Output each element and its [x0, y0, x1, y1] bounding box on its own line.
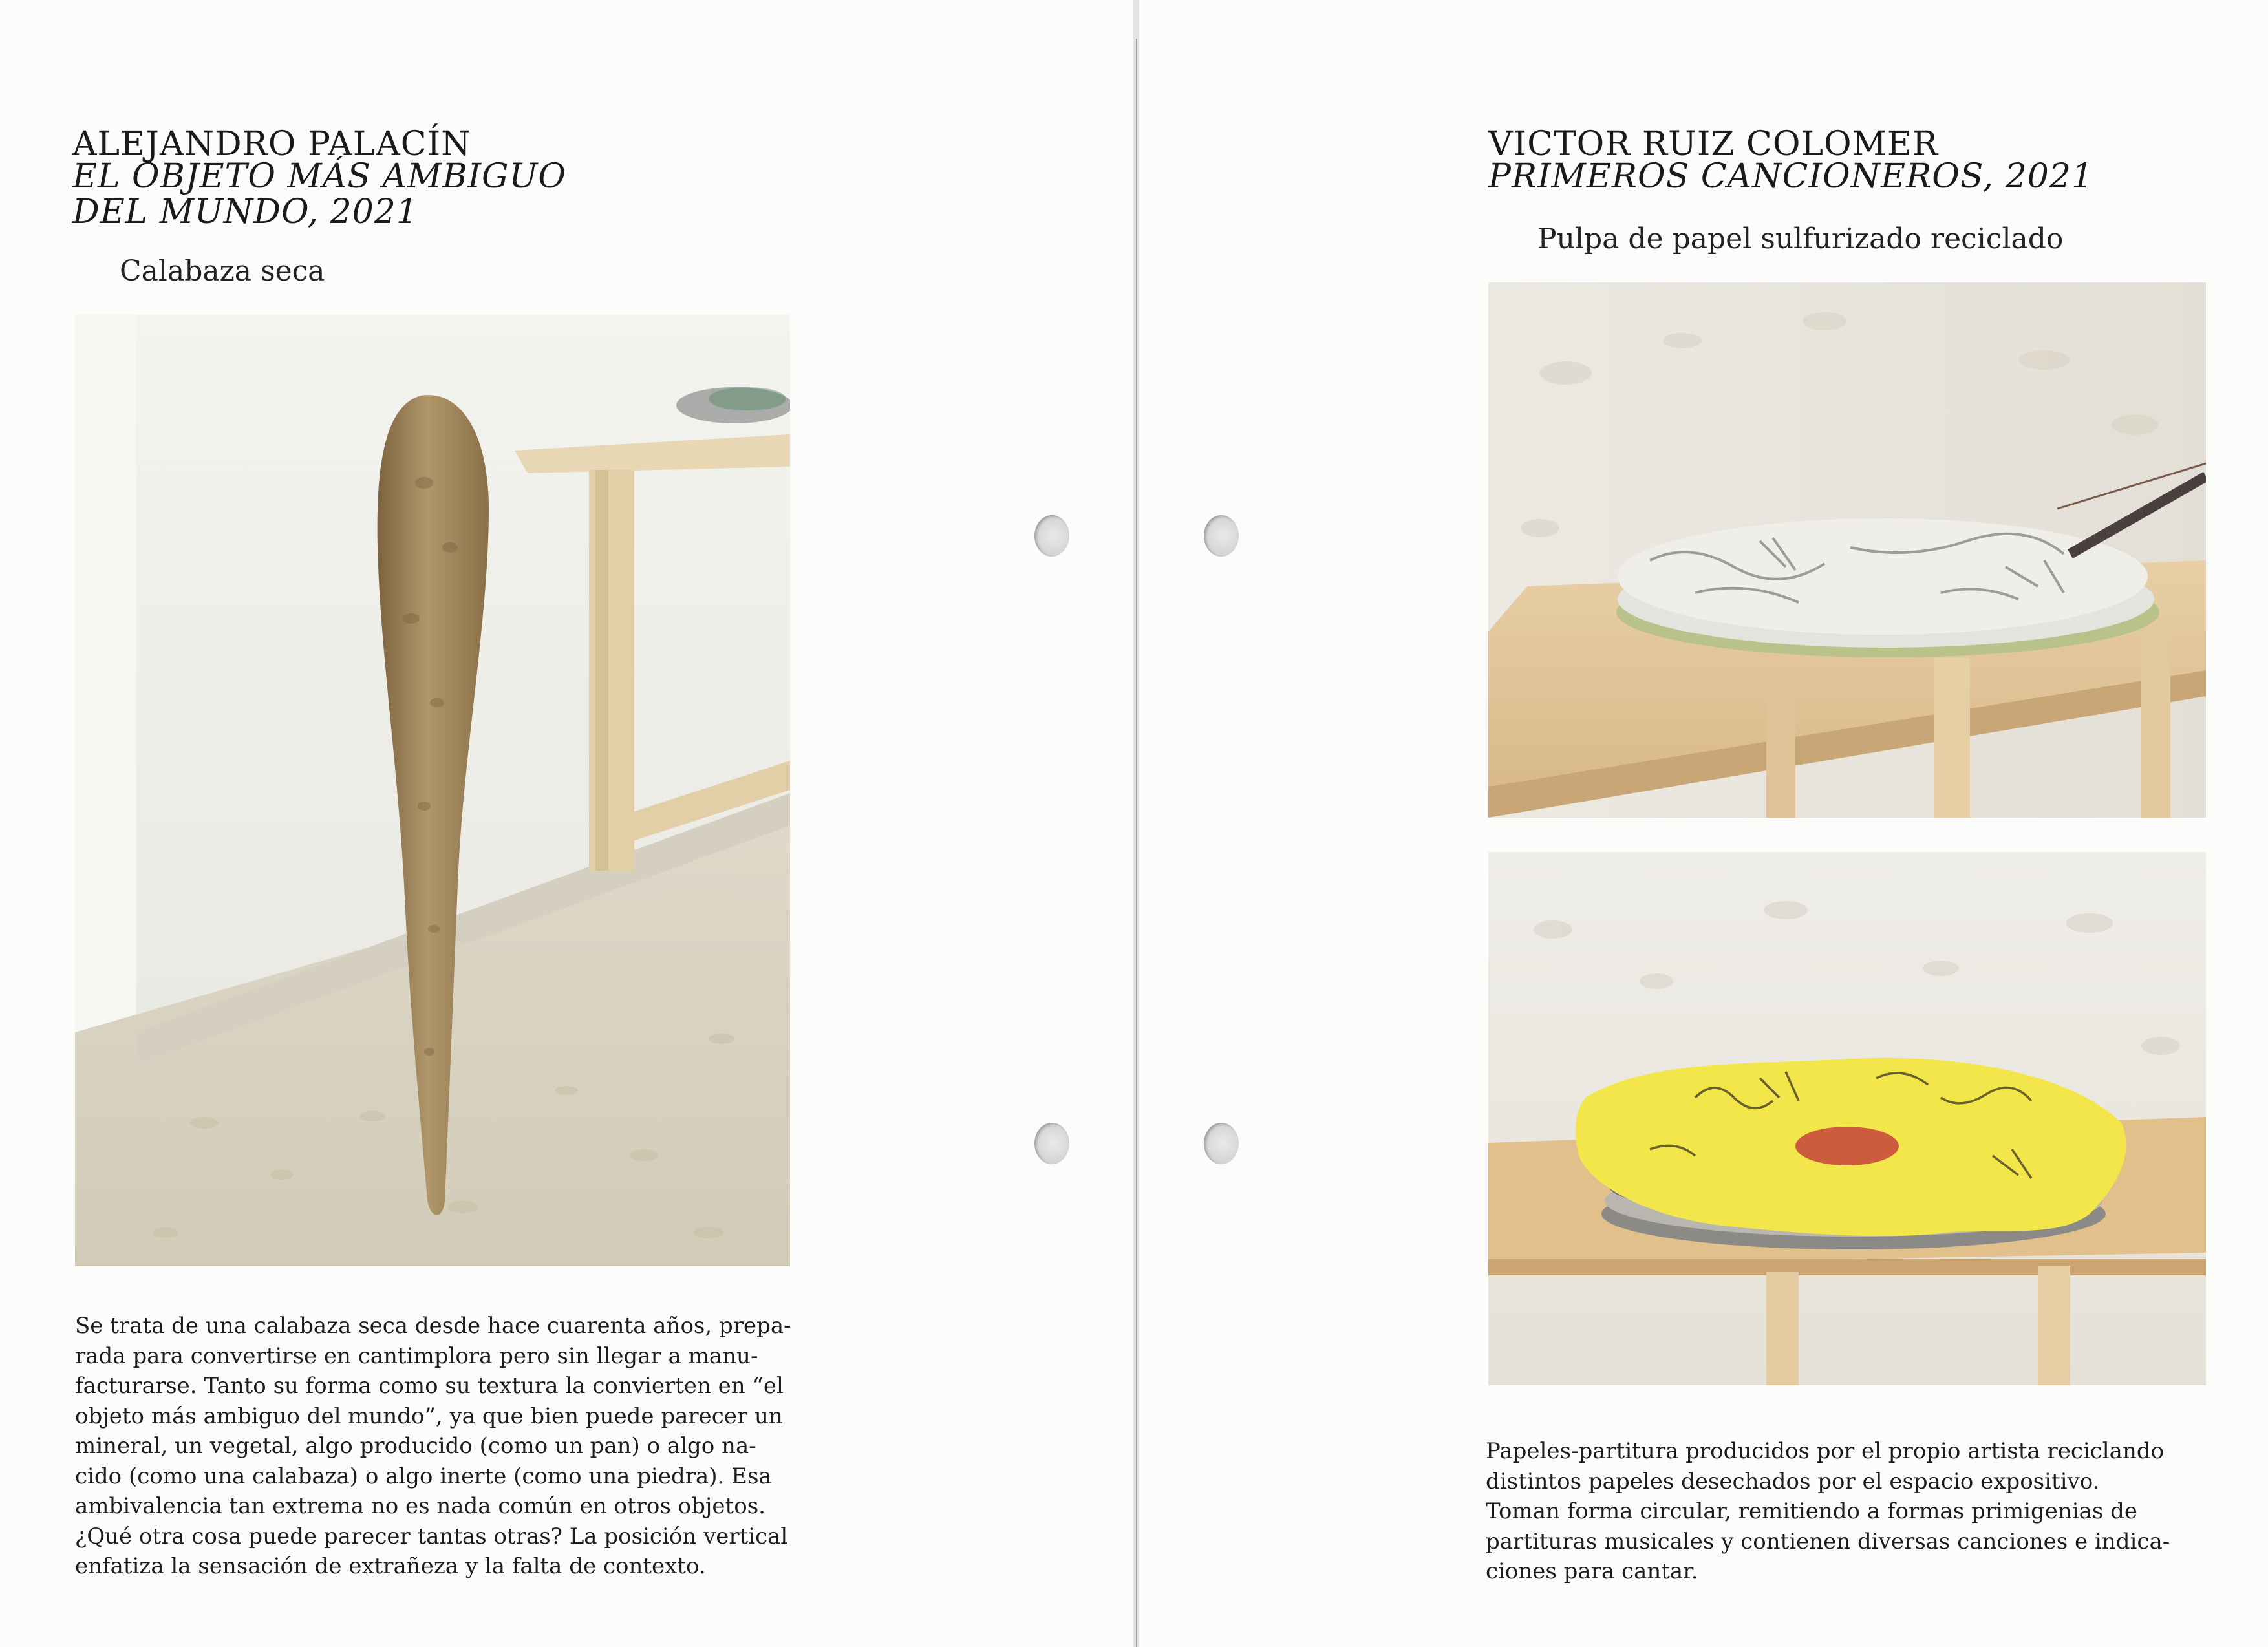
punch-hole: [1204, 515, 1239, 557]
left-body-line: rada para convertirse en cantimplora pero sin llegar a manu-: [75, 1343, 758, 1369]
right-body-line: Toman forma circular, remitiendo a formas primigenias de: [1486, 1498, 2138, 1524]
gourd-photo: [75, 315, 790, 1266]
right-work-title: PRIMEROS CANCIONEROS, 2021: [1488, 157, 2094, 196]
left-body-line: cido (como una calabaza) o algo inerte (como una piedra). Esa: [75, 1463, 772, 1489]
right-body-line: partituras musicales y contienen diversas canciones e indica-: [1486, 1528, 2170, 1555]
left-body-line: mineral, un vegetal, algo producido (como un pan) o algo na-: [75, 1433, 756, 1459]
right-material-caption: Pulpa de papel sulfurizado reciclado: [1537, 222, 2064, 255]
left-material-caption: Calabaza seca: [120, 255, 325, 288]
right-body-line: distintos papeles desechados por el espacio expositivo.: [1486, 1468, 2100, 1494]
right-body-line: Papeles-partitura producidos por el propio artista reciclando: [1486, 1438, 2165, 1464]
left-artist-name: ALEJANDRO PALACÍN: [72, 125, 471, 164]
left-body-line: ¿Qué otra cosa puede parecer tantas otras? La posición vertical: [75, 1523, 788, 1549]
left-work-title-line1: EL OBJETO MÁS AMBIGUO: [72, 157, 567, 196]
left-body-line: ambivalencia tan extrema no es nada común en otros objetos.: [75, 1493, 765, 1519]
punch-hole: [1204, 1123, 1239, 1164]
punch-hole: [1034, 515, 1069, 557]
left-body-line: enfatiza la sensación de extrañeza y la falta de contexto.: [75, 1553, 706, 1579]
left-body-text: [75, 1311, 791, 1582]
left-page: [0, 0, 1133, 1647]
punch-hole: [1034, 1123, 1069, 1164]
left-body-line: objeto más ambiguo del mundo”, ya que bien puede parecer un: [75, 1403, 783, 1429]
right-body-text: [1486, 1436, 2170, 1587]
left-body-line: facturarse. Tanto su forma como su textura la convierten en “el: [75, 1373, 784, 1399]
paper-sheets-top-image: [1488, 282, 2206, 818]
paper-sheets-photo-bottom: [1488, 852, 2206, 1385]
right-artist-name: VICTOR RUIZ COLOMER: [1488, 125, 1938, 164]
paper-sheets-bottom-image: [1488, 852, 2206, 1385]
right-body-line: ciones para cantar.: [1486, 1558, 1698, 1584]
paper-sheets-photo-top: [1488, 282, 2206, 818]
left-body-line: Se trata de una calabaza seca desde hace cuarenta años, prepa-: [75, 1313, 791, 1339]
fold-line: [1136, 39, 1137, 1647]
gourd-photo-image: [75, 315, 790, 1266]
left-work-title-line2: DEL MUNDO, 2021: [72, 193, 418, 231]
